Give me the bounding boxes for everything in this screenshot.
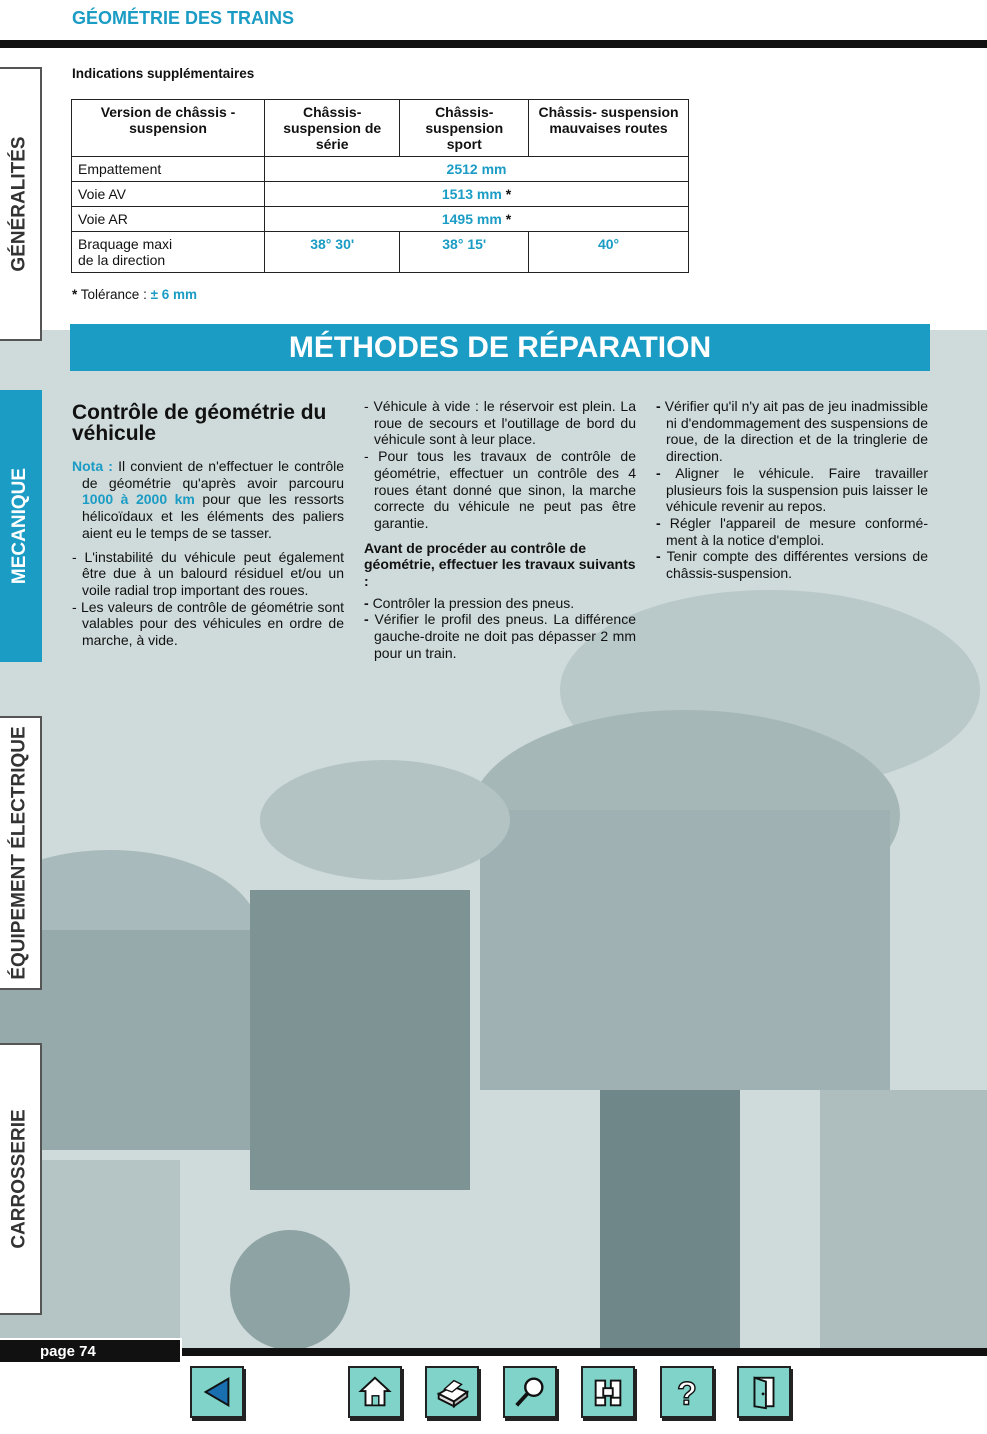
help-button[interactable] <box>660 1366 714 1418</box>
nota-text: pour que les ressorts hélicoïdaux et les éléments des paliers aient eu le temps de se tasser. <box>82 491 345 541</box>
value-text: 1495 mm <box>441 211 502 227</box>
bullet-dash: - <box>364 611 375 628</box>
print-button[interactable] <box>425 1366 479 1418</box>
label-line: Braquage maxi <box>78 236 173 252</box>
home-button[interactable] <box>348 1366 402 1418</box>
label-line: de la direction <box>78 252 166 268</box>
asterisk-mark: * <box>505 211 512 227</box>
search-magnifier-icon <box>511 1373 549 1411</box>
search-button[interactable] <box>503 1366 557 1418</box>
tolerance-label: Tolérance : <box>80 287 147 302</box>
table-row <box>72 232 689 273</box>
print-icon <box>433 1373 471 1411</box>
help-icon <box>668 1373 706 1411</box>
list-item <box>656 465 928 515</box>
row-label: Voie AR <box>72 207 265 232</box>
find-button[interactable] <box>581 1366 635 1418</box>
row-value: 40° <box>529 232 689 273</box>
table-row <box>72 182 689 207</box>
step-text: Tenir compte des différentes versions de châssis-suspension. <box>666 548 928 582</box>
text-column-2 <box>364 398 636 662</box>
chassis-spec-table <box>71 99 689 273</box>
row-value <box>265 157 689 182</box>
row-value: 38° 30' <box>265 232 400 273</box>
asterisk-mark: * <box>72 287 78 302</box>
nota-text: Il convient de n'effectuer le contrôle de géométrie qu'après avoir parcouru <box>82 458 344 491</box>
bullet-dash: - <box>656 548 667 565</box>
tab-equipement-electrique-label: ÉQUIPEMENT ÉLECTRIQUE <box>9 726 31 980</box>
list-item: - Les valeurs de contrôle de géométrie sont valables pour des véhicules en ordre de marche, à vide. <box>72 598 344 649</box>
row-value <box>265 182 689 207</box>
exit-button[interactable] <box>737 1366 791 1418</box>
tab-mecanique[interactable] <box>0 390 42 662</box>
procedure-title: Contrôle de géométrie du véhicule <box>72 401 327 445</box>
header-divider <box>0 40 987 48</box>
tab-generalites-label: GÉNÉRALITÉS <box>9 136 30 272</box>
section-title: GÉOMÉTRIE DES TRAINS <box>72 8 295 28</box>
value-text: 1513 mm <box>441 186 502 202</box>
table-header-row <box>72 100 689 157</box>
page-number: page 74 <box>0 1338 182 1364</box>
row-label <box>72 232 265 273</box>
tab-carrosserie-label: CARROSSERIE <box>9 1109 31 1249</box>
step-text: Vérifier le profil des pneus. La différence gauche-droite ne doit pas dépasser 2 mm pour un train. <box>374 611 636 661</box>
tab-mecanique-label: MECANIQUE <box>9 467 30 585</box>
exit-door-icon <box>745 1373 783 1411</box>
row-label: Empattement <box>72 157 265 182</box>
tab-generalites[interactable] <box>0 67 42 341</box>
table-header-cell: Châssis- suspension de série <box>265 100 400 157</box>
list-item <box>364 611 636 661</box>
bullet-dash: - <box>656 514 670 531</box>
tab-carrosserie[interactable] <box>0 1043 42 1315</box>
back-arrow-icon <box>198 1373 236 1411</box>
step-text: Régler l'appareil de mesure conformé-ment à la notice d'emploi. <box>666 514 929 548</box>
distance-value: 1000 à 2000 km <box>82 491 195 508</box>
table-header-cell: Châssis- suspension mauvaises routes <box>529 100 689 157</box>
step-text: Vérifier qu'il n'y ait pas de jeu inadmissible ni d'endommagement des suspensions de roue, de la direction et de la tringlerie de direction. <box>664 398 928 465</box>
step-text: Contrôler la pression des pneus. <box>372 594 575 611</box>
bullet-dash: - <box>656 464 676 481</box>
tab-equipement-electrique[interactable] <box>0 716 42 990</box>
list-item: - Véhicule à vide : le réservoir est plein. La roue de secours et l'outillage de bord du véhicule sont à leur place. <box>364 398 636 448</box>
list-item: - L'instabilité du véhicule peut également être due à un balourd résiduel et/ou un voile radial trop important des roues. <box>72 548 344 598</box>
svg-text:?: ? <box>677 1375 697 1411</box>
list-item <box>364 595 636 612</box>
table-header-cell: Version de châssis - suspension <box>72 100 265 157</box>
table-row <box>72 207 689 232</box>
subheading: Indications supplémentaires <box>72 66 255 81</box>
list-item <box>656 548 928 581</box>
list-item <box>656 398 928 465</box>
binoculars-icon <box>589 1373 627 1411</box>
methods-banner: MÉTHODES DE RÉPARATION <box>70 324 930 371</box>
tolerance-value: ± 6 mm <box>150 287 198 302</box>
asterisk-mark: * <box>505 186 512 202</box>
text-column-1 <box>72 398 344 649</box>
footer-divider <box>182 1348 987 1356</box>
home-icon <box>356 1373 394 1411</box>
row-value <box>265 207 689 232</box>
procedure-intro: Avant de procéder au contrôle de géométrie, effectuer les travaux suivants : <box>364 539 636 590</box>
text-column-3 <box>656 398 928 582</box>
value-text: 2512 mm <box>446 161 507 177</box>
nota-paragraph <box>72 458 344 542</box>
list-item <box>656 515 928 548</box>
bullet-dash: - <box>364 594 373 611</box>
table-row <box>72 157 689 182</box>
table-header-cell: Châssis- suspension sport <box>400 100 529 157</box>
bullet-dash: - <box>656 398 665 414</box>
step-text: Aligner le véhicule. Faire travailler plusieurs fois la suspension puis laisser le véhicule revenir au repos. <box>666 464 928 515</box>
row-label: Voie AV <box>72 182 265 207</box>
tolerance-note <box>72 287 197 302</box>
nota-label: Nota : <box>72 458 113 474</box>
back-button[interactable] <box>190 1366 244 1418</box>
row-value: 38° 15' <box>400 232 529 273</box>
list-item: - Pour tous les travaux de contrôle de géométrie, effectuer un contrôle des 4 roues étant donné que sinon, la marche correcte du véhicule ne peut pas être garantie. <box>364 448 636 531</box>
